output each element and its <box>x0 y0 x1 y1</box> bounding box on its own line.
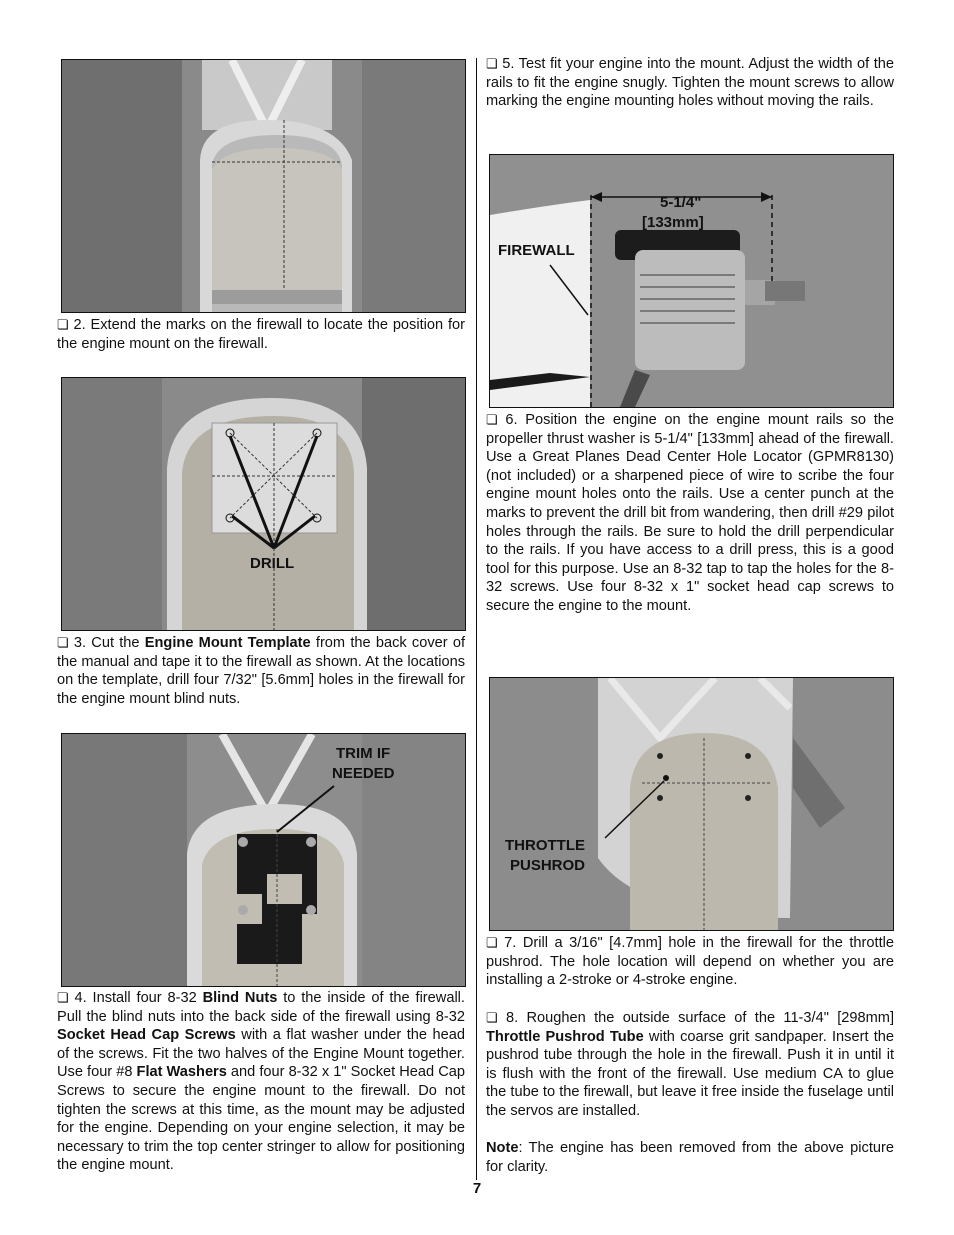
throttle-label-line2: PUSHROD <box>510 857 586 874</box>
step-5-text: ❏ 5. Test fit your engine into the mount. Adjust the width of the rails to fit the engine snugly. Tighten the mount screws to allow marking the engine mounting holes without moving the rails. <box>486 56 894 110</box>
page-number: 7 <box>472 1180 482 1197</box>
photo-engine-mount <box>61 733 466 987</box>
step-3-text: ❏ 3. Cut the Engine Mount Template from the back cover of the manual and tape it to the firewall as shown. At the locations on the template, drill four 7/32" [5.6mm] holes in the firewall for the engine mount blind nuts. <box>57 635 465 707</box>
trim-label-line1: TRIM IF <box>336 745 391 762</box>
step-4-text: ❏ 4. Install four 8-32 Blind Nuts to the inside of the firewall. Pull the blind nuts into the back side of the firewall using 8-32 Socket Head Cap Screws with a flat washer under the head of the screws. Fit the two halves of the Engine Mount together. Use four #8 Flat Washers and four 8-32 x 1" Socket Head Cap Screws to secure the engine mount to the firewall. Do not tighten the screws at this time, as the mount may be adjusted for the engine. Depending on your engine selection, it may be necessary to trim the top center stringer to allow for positioning the engine mount. <box>57 990 465 1174</box>
checkbox-icon[interactable]: ❏ <box>486 1010 498 1025</box>
photo-firewall-marks <box>61 59 466 313</box>
step-6-text: ❏ 6. Position the engine on the engine mount rails so the propeller thrust washer is 5-1/4" [133mm] ahead of the firewall. Use a Great Planes Dead Center Hole Locator (GPMR8130) (not included) or a sharpened piece of wire to scribe the four engine mount holes onto the rails. Use a center punch at the marks to prevent the drill bit from wandering, then drill #29 pilot holes through the rails. Be sure to hold the drill perpendicular to the rails. If you have access to a drill press, this is a good tool for this purpose. Use an 8-32 tap to tap the holes for the 8-32 screws. Use four 8-32 x 1" socket head cap screws to secure the engine to the mount. <box>486 412 894 614</box>
step-7-text: ❏ 7. Drill a 3/16" [4.7mm] hole in the firewall for the throttle pushrod. The hole location will depend on whether you are installing a 2-stroke or 4-stroke engine. <box>486 935 894 989</box>
checkbox-icon[interactable]: ❏ <box>486 412 498 427</box>
note-text: Note: The engine has been removed from the above picture for clarity. <box>486 1140 894 1175</box>
dimension-label-line1: 5-1/4" <box>660 194 702 211</box>
checkbox-icon[interactable]: ❏ <box>57 635 69 650</box>
photo-throttle-pushrod <box>489 677 894 931</box>
photo-drill-template <box>61 377 466 631</box>
checkbox-icon[interactable]: ❏ <box>57 317 69 332</box>
trim-label-line2: NEEDED <box>332 765 395 782</box>
step-8-text: ❏ 8. Roughen the outside surface of the 11-3/4" [298mm] Throttle Pushrod Tube with coarse grit sandpaper. Insert the pushrod tube through the hole in the firewall. Push it in until it is flush with the front of the firewall. Use medium CA to glue the tube to the firewall, but leave it free inside the fuselage until the servos are installed. <box>486 1010 894 1119</box>
dimension-label-line2: [133mm] <box>642 214 704 231</box>
photo-engine-firewall <box>489 154 894 408</box>
throttle-label-line1: THROTTLE <box>505 837 585 854</box>
checkbox-icon[interactable]: ❏ <box>57 990 69 1005</box>
checkbox-icon[interactable]: ❏ <box>486 56 498 71</box>
column-divider <box>476 58 477 1180</box>
step-2-text: ❏ 2. Extend the marks on the firewall to locate the position for the engine mount on the firewall. <box>57 317 465 352</box>
firewall-label: FIREWALL <box>498 242 575 259</box>
drill-label: DRILL <box>250 555 295 572</box>
checkbox-icon[interactable]: ❏ <box>486 935 498 950</box>
